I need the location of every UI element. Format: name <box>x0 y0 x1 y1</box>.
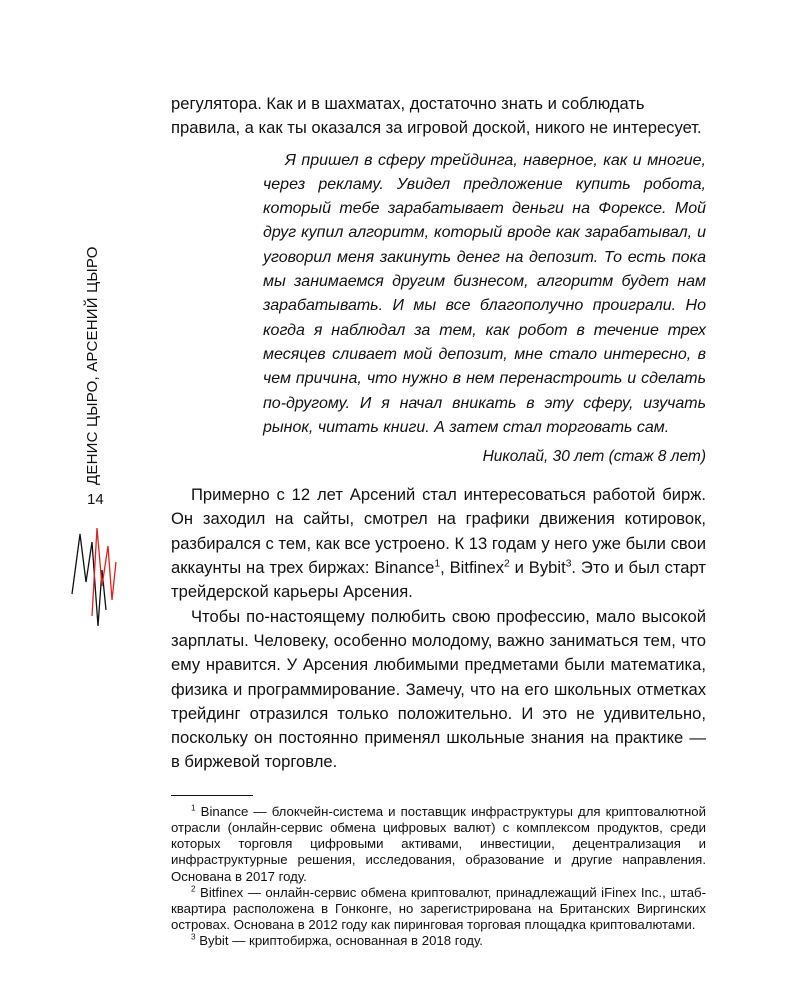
paragraph-text-a: Примерно с 12 лет Арсений стал интересоваться работой бирж. Он заходил на сайты, смотрел на графики движения котировок, разбирался с тем, как все устроено. К 13 годам у него уже были свои аккаунты на трех биржах: <box>171 485 706 578</box>
main-section <box>171 483 706 775</box>
paragraph-profession: Чтобы по-настоящему полюбить свою профессию, мало высокой зарплаты. Человеку, особенно молодому, важно заниматься тем, что ему нравится. У Арсения любимыми предметами были математика, физика и программирование. Замечу, что на его школьных отметках трейдинг отразился только положительно. И это не удивительно, поскольку он постоянно применял школьные знания на практике — в биржевой торговле. <box>171 606 706 772</box>
footnote-num-2: 2 <box>191 884 196 894</box>
footnote-divider <box>171 795 253 804</box>
footnote-ref-1[interactable]: 1 <box>434 558 441 570</box>
footnotes <box>171 804 706 950</box>
separator-1: , <box>440 558 450 578</box>
binance-term: Binance <box>374 558 435 578</box>
paragraph-arseny-start <box>171 483 706 604</box>
footnote-3 <box>171 933 706 949</box>
footnote-2 <box>171 885 706 934</box>
footnote-ref-3[interactable]: 3 <box>565 558 572 570</box>
bitfinex-term: Bitfinex <box>449 558 504 578</box>
footnote-text-2: Bitfinex — онлайн-сервис обмена криптовалют, принадлежащий iFinex Inc., штаб-квартира расположена в Гонконге, но зарегистрирована на Британских Виргинских островах. Основана в 2012 году как пиринговая торговая площадка криптовалютами. <box>171 884 706 933</box>
zigzag-red-line <box>92 528 116 616</box>
footnote-text-1: Binance — блокчейн-система и поставщик инфраструктуры для криптовалютной отрасли (онлайн-сервис обмена цифровых валют) с комплексом продуктов, среди которых торговля цифровыми активами, инвестиции, децентрализация и инфраструктурные решения, исследования, образование и другие направления. Основана в 2017 году. <box>171 803 706 884</box>
footnote-1 <box>171 804 706 885</box>
footnote-num-1: 1 <box>191 803 196 813</box>
main-text <box>171 92 706 950</box>
bybit-term: Bybit <box>528 558 566 578</box>
epigraph-quote <box>263 149 706 470</box>
paragraph-text-b: . Это и был старт трейдерской карьеры Арсения. <box>171 558 706 602</box>
running-head: ДЕНИС ЦЫРО, АРСЕНИЙ ЦЫРО <box>84 246 101 485</box>
quote-author: Николай, 30 лет (стаж 8 лет) <box>482 448 706 466</box>
quote-text: Я пришел в сферу трейдинга, наверное, как и многие, через рекламу. Увидел предложение купить робота, который тебе зарабатывает деньги на Форексе. Мой друг купил алгоритм, который вроде как зарабатывал, и уговорил меня закинуть денег на депозит. То есть пока мы занимаемся другим бизнесом, алгоритм будет нам зарабатывать. И мы все благополучно проиграли. Но когда я наблюдал за тем, как робот в течение трех месяцев сливает мой депозит, мне стало интересно, в чем причина, что нужно в нем перенастроить и сделать по-другому. И я начал вникать в эту сферу, изучать рынок, читать книги. А затем стал торговать сам. <box>263 151 706 436</box>
footnote-num-3: 3 <box>191 932 196 942</box>
footnote-ref-2[interactable]: 2 <box>504 558 510 570</box>
intro-paragraph: регулятора. Как и в шахматах, достаточно знать и соблюдать правила, а как ты оказался за игровой доской, никого не интересует. <box>171 94 702 138</box>
separator-2: и <box>509 558 529 578</box>
page-number: 14 <box>87 491 104 508</box>
zigzag-decoration <box>70 522 120 632</box>
footnote-text-3: Bybit — криптобиржа, основанная в 2018 году. <box>195 933 483 949</box>
